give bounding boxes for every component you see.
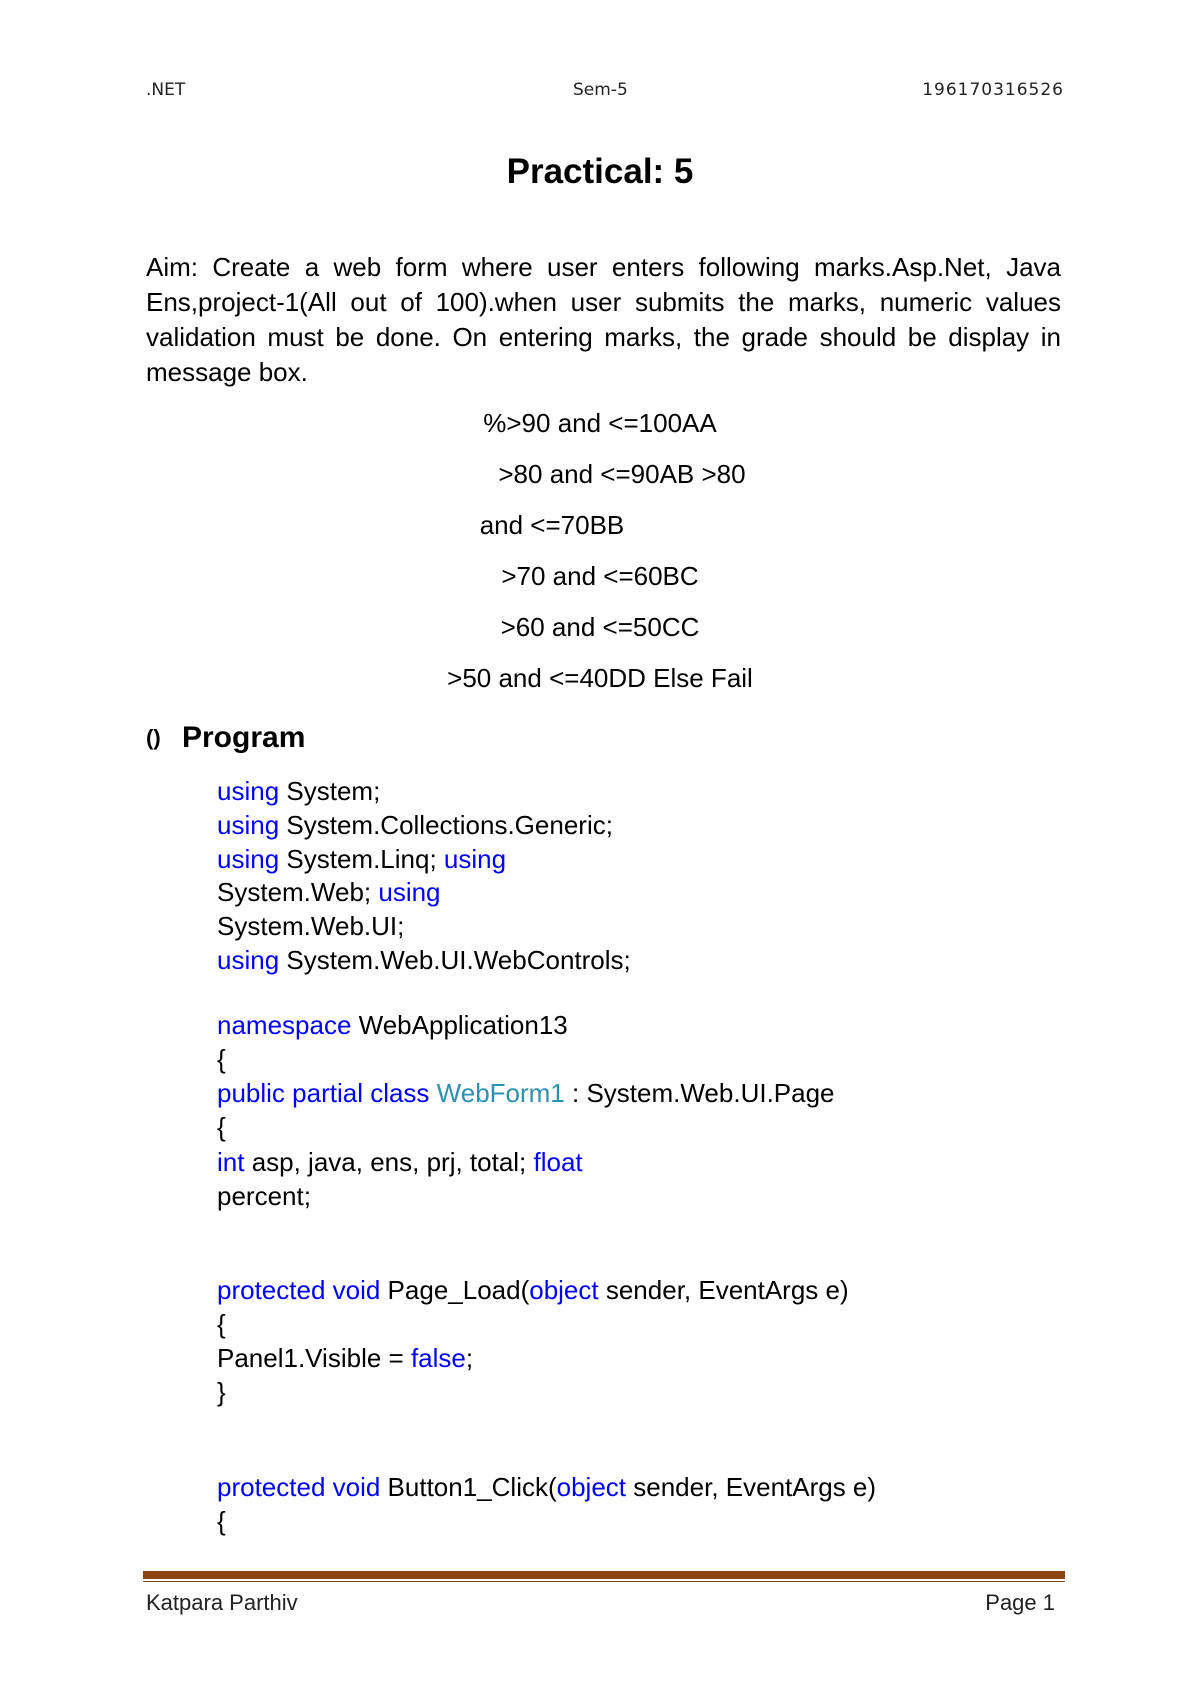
- code-keyword: int: [217, 1147, 245, 1177]
- code-text: System;: [279, 776, 381, 806]
- code-text: Button1_Click(: [380, 1472, 557, 1502]
- code-line: [217, 911, 404, 941]
- grade-line: %>90 and <=100AA: [483, 408, 717, 438]
- code-text: percent;: [217, 1181, 311, 1211]
- code-keyword: using: [443, 844, 507, 874]
- code-keyword: using: [378, 877, 441, 907]
- code-keyword: namespace: [217, 1010, 352, 1040]
- code-line: [217, 877, 441, 907]
- code-keyword: protected void: [217, 1472, 381, 1502]
- code-keyword: public partial class: [217, 1078, 430, 1108]
- code-keyword: protected void: [217, 1275, 381, 1305]
- footer-author: Katpara Parthiv: [146, 1590, 298, 1615]
- code-line: [217, 1309, 226, 1339]
- code-text: {: [217, 1506, 226, 1536]
- code-text: System.Web.UI.WebControls;: [279, 945, 631, 975]
- header-center: Sem-5: [573, 80, 628, 100]
- code-line: [217, 810, 613, 840]
- code-line: [217, 1343, 473, 1373]
- code-keyword: object: [556, 1472, 627, 1502]
- aim-paragraph: Aim: Create a web form where user enters following marks.Asp.Net, Java Ens,project-1(All out of 100).when user submits the marks, numeric values validation must be done. On entering marks, the grade should be display in message box.: [146, 252, 1061, 387]
- footer-rule-thin: [143, 1581, 1065, 1582]
- code-line: [217, 1275, 849, 1305]
- header-right: 196170316526: [922, 80, 1064, 100]
- code-line: [217, 1181, 311, 1211]
- code-line: [217, 1010, 568, 1040]
- footer-rule: [143, 1571, 1065, 1579]
- program-heading-text: Program: [182, 721, 306, 754]
- code-line: [217, 1078, 835, 1108]
- code-text: System.Collections.Generic;: [279, 810, 613, 840]
- code-text: WebApplication13: [351, 1010, 568, 1040]
- grade-line: >70 and <=60BC: [501, 561, 699, 591]
- code-text: asp, java, ens, prj, total;: [244, 1147, 534, 1177]
- code-text: {: [217, 1112, 226, 1142]
- grade-line: and <=70BB: [479, 510, 625, 540]
- footer-page-number: Page 1: [985, 1590, 1055, 1615]
- code-text: sender, EventArgs e): [626, 1472, 877, 1502]
- code-line: [217, 776, 380, 806]
- code-line: [217, 1147, 583, 1177]
- code-line: [217, 1472, 876, 1502]
- code-text: : System.Web.UI.Page: [564, 1078, 835, 1108]
- code-text: System.Web.UI;: [217, 911, 405, 941]
- code-line: [217, 945, 631, 975]
- grade-line: >60 and <=50CC: [500, 612, 700, 642]
- code-keyword: using: [217, 776, 280, 806]
- code-text: System.Linq;: [279, 844, 444, 874]
- code-keyword: using: [217, 810, 280, 840]
- code-line: [217, 1506, 226, 1536]
- code-keyword: object: [529, 1275, 599, 1305]
- header-left: .NET: [146, 80, 186, 100]
- page-title: Practical: 5: [506, 152, 694, 191]
- bullet-icon: (): [146, 725, 161, 750]
- code-keyword: using: [217, 945, 280, 975]
- code-text: System.Web;: [217, 877, 379, 907]
- code-line: [217, 1112, 226, 1142]
- code-text: Page_Load(: [380, 1275, 530, 1305]
- code-keyword: false: [410, 1343, 466, 1373]
- code-text: {: [217, 1309, 226, 1339]
- code-text: }: [217, 1377, 226, 1407]
- code-type: WebForm1: [429, 1078, 565, 1108]
- code-keyword: float: [533, 1147, 583, 1177]
- code-line: [217, 844, 506, 874]
- code-text: Panel1.Visible =: [217, 1343, 411, 1373]
- code-text: ;: [465, 1343, 474, 1373]
- code-keyword: using: [217, 844, 280, 874]
- code-line: [217, 1044, 226, 1074]
- grade-line: >50 and <=40DD Else Fail: [447, 663, 753, 693]
- code-text: sender, EventArgs e): [598, 1275, 849, 1305]
- program-heading: [146, 721, 305, 755]
- code-line: [217, 1377, 226, 1407]
- grade-line: >80 and <=90AB >80: [498, 459, 746, 489]
- code-text: {: [217, 1044, 226, 1074]
